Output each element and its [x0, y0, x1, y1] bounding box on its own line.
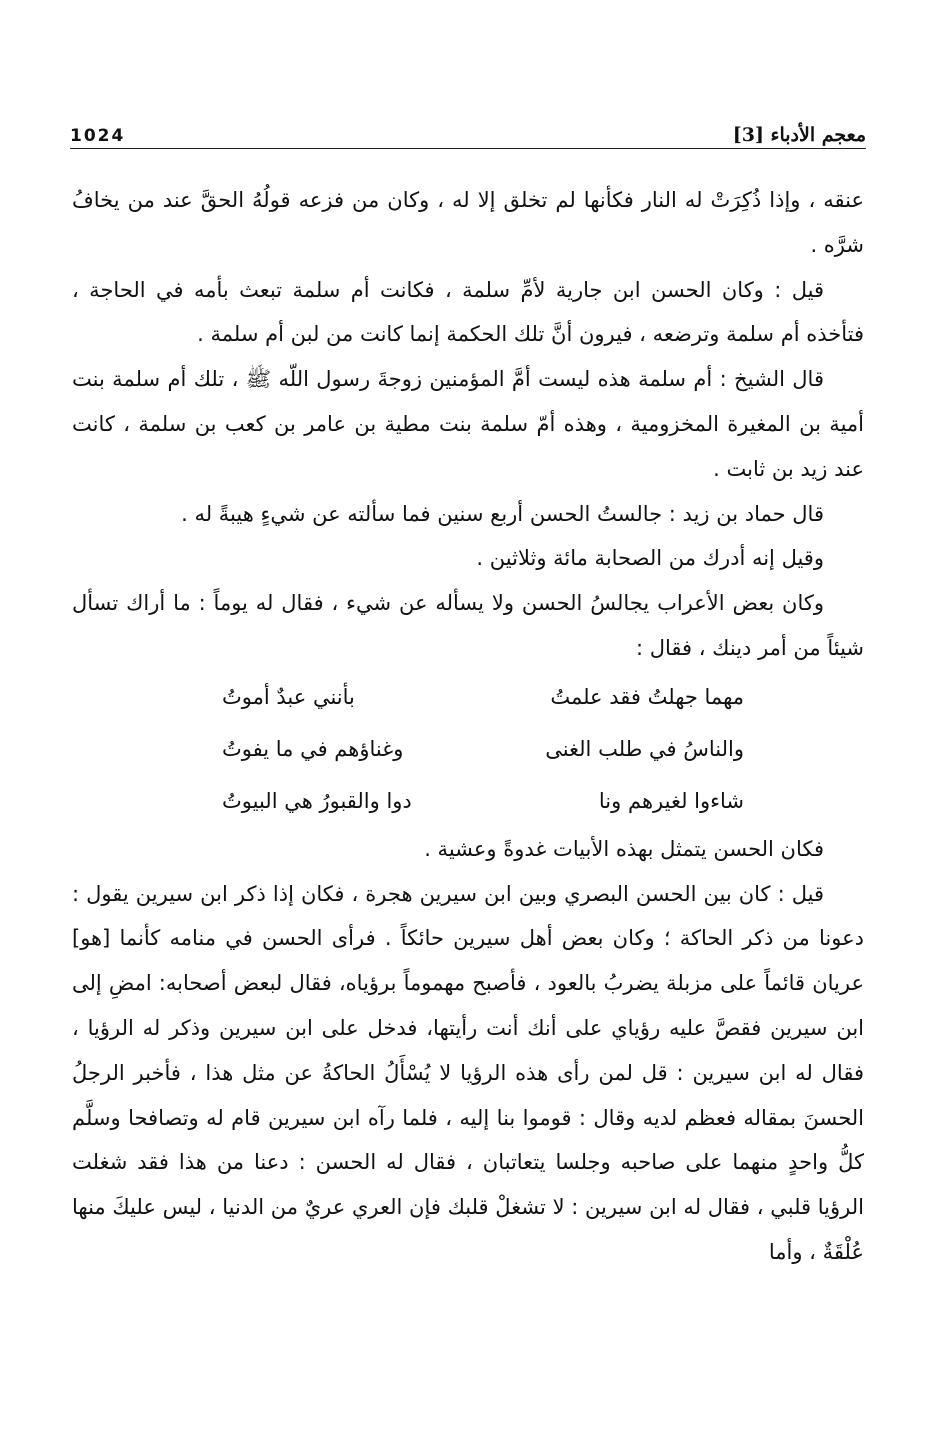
verse-first-hemistich: مهما جهلتُ فقد علمتُ [550, 684, 744, 709]
paragraph: عنقه ، وإذا ذُكِرَتْ له النار فكأنها لم تخلق إلا له ، وكان من فزعه قولُهُ الحقَّ عند من يخافُ شرَّه . [72, 188, 864, 257]
verse-second-hemistich: دوا والقبورُ هي البيوتُ [222, 788, 412, 813]
page-header [70, 112, 866, 146]
paragraph: قيل : كان بين الحسن البصري وبين ابن سيرين هجرة ، فكان إذا ذكر ابن سيرين يقول : دعونا من ذكر الحاكة ؛ وكان بعض أهل سيرين حائكاً . فرأى الحسن في منامه كأنما [هو] عريان قائماً على مزبلة يضربُ بالعود ، فأصبح مهموماً برؤياه، فقال لبعض أصحابه: امضِ إلى ابن سيرين فقصَّ عليه رؤياي على أنك أنت رأيتها، فدخل على ابن سيرين وذكر له الرؤيا ، فقال له ابن سيرين : قل لمن رأى هذه الرؤيا لا يُسْأَلُ الحاكةُ عن مثل هذا ، فأخبر الرجلُ الحسنَ بمقاله فعظم لديه وقال : قوموا بنا إليه ، فلما رآه ابن سيرين قام له وتصافحا وسلَّم كلُّ واحدٍ منهما على صاحبه وجلسا يتعاتبان ، فقال له الحسن : دعنا من هذا فقد شغلت الرؤيا قلبي ، فقال له ابن سيرين : لا تشغلْ قلبك فإن العري عريٌ من الدنيا ، ليس عليكَ منها عُلْقَةٌ ، وأما [72, 881, 864, 1264]
body-text [72, 178, 864, 1275]
paragraph: وكان بعض الأعراب يجالسُ الحسن ولا يسأله عن شيء ، فقال له يوماً : ما أراك تسأل شيئاً من أمر دينك ، فقال : [72, 591, 864, 660]
verse-line [222, 775, 744, 827]
paragraph: قال الشيخ : أم سلمة هذه ليست أمَّ المؤمنين زوجةَ رسول اللّه ﷺ ، تلك أم سلمة بنت أمية بن المغيرة المخزومية ، وهذه أمّ سلمة بنت مطية بن عامر بن كعب بن سلمة ، كانت عند زيد بن ثابت . [72, 367, 864, 481]
verse-second-hemistich: وغناؤهم في ما يفوتُ [222, 736, 404, 761]
header-rule [70, 148, 866, 149]
poem [72, 671, 864, 827]
paragraph: فكان الحسن يتمثل بهذه الأبيات غدوةً وعشية . [424, 836, 824, 861]
paragraph: قال حماد بن زيد : جالستُ الحسن أربع سنين فما سألته عن شيءٍ هيبةً له . [181, 501, 824, 526]
paragraph: قيل : وكان الحسن ابن جارية لأمِّ سلمة ، فكانت أم سلمة تبعث بأمه في الحاجة ، فتأخذه أم سلمة وترضعه ، فيرون أنَّ تلك الحكمة إنما كانت من لبن أم سلمة . [72, 277, 864, 347]
verse-first-hemistich: شاءوا لغيرهم ونا [598, 788, 744, 813]
verse-line [222, 671, 744, 723]
page-number: 1024 [70, 126, 126, 146]
paragraph: وقيل إنه أدرك من الصحابة مائة وثلاثين . [476, 546, 824, 571]
running-title: معجم الأدباء [3] [732, 124, 866, 146]
verse-first-hemistich: والناسُ في طلب الغنى [545, 736, 744, 761]
verse-line [222, 723, 744, 775]
verse-second-hemistich: بأنني عبدٌ أموتُ [222, 684, 355, 709]
